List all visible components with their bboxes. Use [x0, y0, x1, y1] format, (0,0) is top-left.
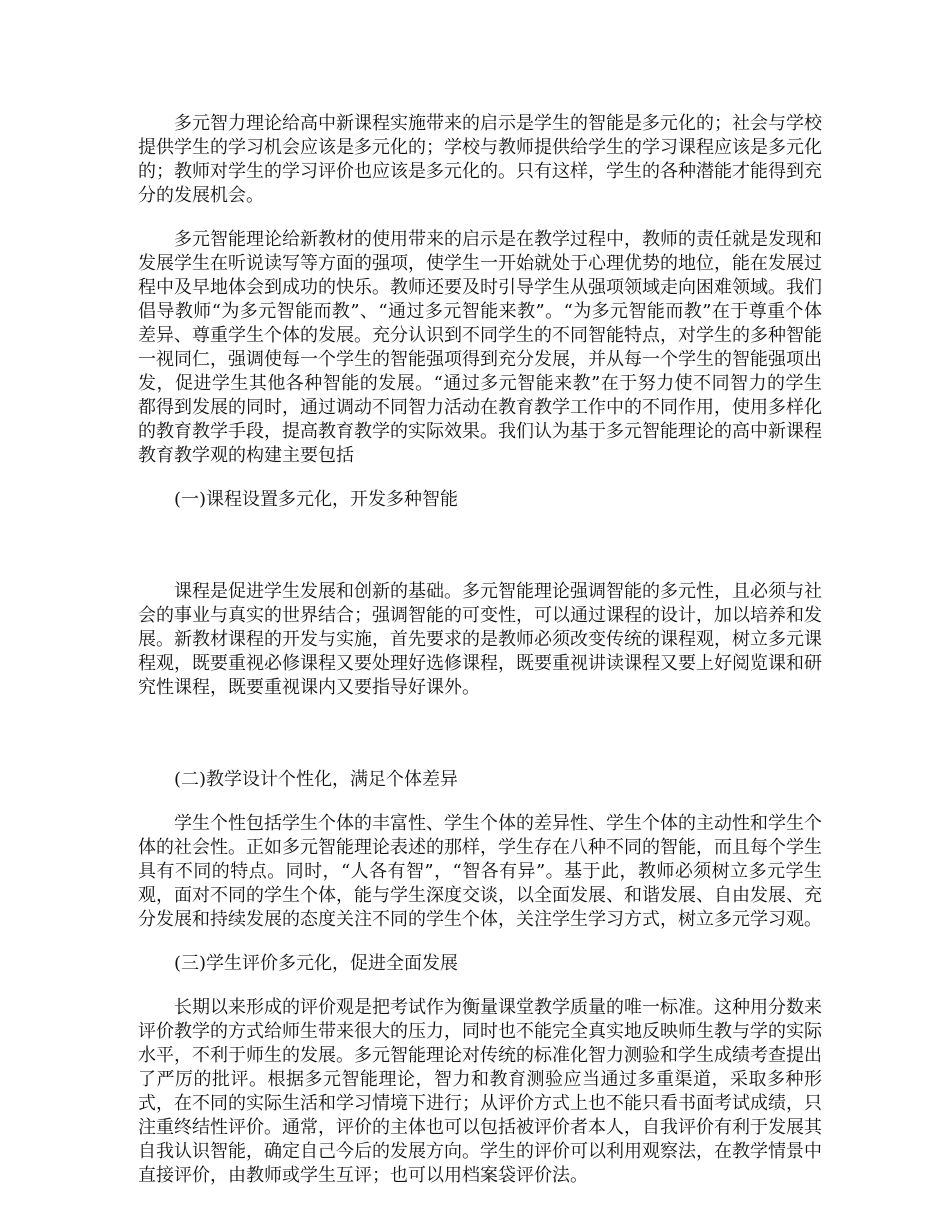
paragraph-teaching-design: 学生个性包括学生个体的丰富性、学生个体的差异性、学生个体的主动性和学生个体的社会性。正如多元智能理论表述的那样，学生存在八种不同的智能，而且每个学生具有不同的特点。同时，“人各有智”，“智各有异”。基于此，教师必须树立多元学生观，面对不同的学生个体，能与学生深度交谈，以全面发展、和谐发展、自由发展、充分发展和持续发展的态度关注不同的学生个体，关注学生学习方式，树立多元学习观。 — [138, 813, 822, 930]
document-page — [138, 112, 822, 1188]
paragraph-new-textbook: 多元智能理论给新教材的使用带来的启示是在教学过程中，教师的责任就是发现和发展学生在听说读写等方面的强项，使学生一开始就处于心理优势的地位，能在发展过程中及早地体会到成功的快乐。教师还要及时引导学生从强项领域走向困难领域。我们倡导教师“为多元智能而教”、“通过多元智能来教”。“为多元智能而教”在于尊重个体差异、尊重学生个体的发展。充分认识到不同学生的不同智能特点，对学生的多种智能一视同仁，强调使每一个学生的智能强项得到充分发展，并从每一个学生的智能强项出发，促进学生其他各种智能的发展。“通过多元智能来教”在于努力使不同智力的学生都得到发展的同时，通过调动不同智力活动在教育教学工作中的不同作用，使用多样化的教育教学手段，提高教育教学的实际效果。我们认为基于多元智能理论的高中新课程教育教学观的构建主要包括 — [138, 229, 822, 466]
heading-curriculum: (一)课程设置多元化，开发多种智能 — [174, 489, 459, 510]
paragraph-curriculum: 课程是促进学生发展和创新的基础。多元智能理论强调智能的多元性，且必须与社会的事业与真实的世界结合；强调智能的可变性，可以通过课程的设计，加以培养和发展。新教材课程的开发与实施，首先要求的是教师必须改变传统的课程观，树立多元课程观，既要重视必修课程又要处理好选修课程，既要重视讲读课程又要上好阅览课和研究性课程，既要重视课内又要指导好课外。 — [138, 581, 822, 698]
heading-teaching-design: (二)教学设计个性化，满足个体差异 — [174, 769, 459, 790]
heading-evaluation: (三)学生评价多元化，促进全面发展 — [174, 953, 459, 974]
paragraph-intro: 多元智力理论给高中新课程实施带来的启示是学生的智能是多元化的；社会与学校提供学生的学习机会应该是多元化的；学校与教师提供给学生的学习课程应该是多元化的；教师对学生的学习评价也应该是多元化的。只有这样，学生的各种潜能才能得到充分的发展机会。 — [138, 113, 822, 206]
paragraph-evaluation: 长期以来形成的评价观是把考试作为衡量课堂教学质量的唯一标准。这种用分数来评价教学的方式给师生带来很大的压力，同时也不能完全真实地反映师生教与学的实际水平，不利于师生的发展。多元智能理论对传统的标准化智力测验和学生成绩考查提出了严厉的批评。根据多元智能理论，智力和教育测验应当通过多重渠道，采取多种形式，在不同的实际生活和学习情境下进行；从评价方式上也不能只看书面考试成绩，只注重终结性评价。通常，评价的主体也可以包括被评价者本人，自我评价有利于发展其自我认识智能，确定自己今后的发展方向。学生的评价可以利用观察法，在教学情景中直接评价，由教师或学生互评；也可以用档案袋评价法。 — [138, 997, 822, 1186]
